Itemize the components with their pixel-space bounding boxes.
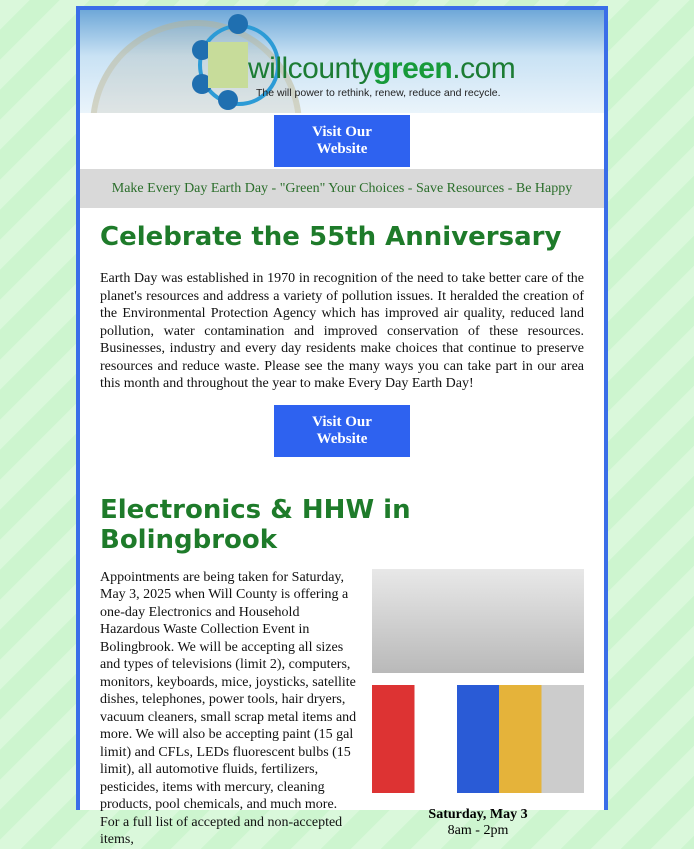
header-banner <box>80 10 604 113</box>
section-body: Earth Day was established in 1970 in recognition of the need to take better care of the planet's resources and address a variety of pollution issues. It heralded the creation of the Environmental Protection Agency which has improved air quality, reduced land pollution, water contamination and improved conservation of these resources. Businesses, industry and every day residents make choices that continue to preserve resources and reduce waste. Please see the many ways you can take part in our area this month and throughout the year to make Every Day Earth Day! <box>100 271 584 391</box>
event-time: 8am - 2pm <box>447 822 509 838</box>
section-title: Electronics & HHW in Bolingbrook <box>100 494 411 555</box>
tagline: The will power to rethink, renew, reduce and recycle. <box>256 87 501 99</box>
visit-website-button[interactable]: Visit Our Website <box>274 115 410 167</box>
sun-icon <box>228 14 248 34</box>
logo-text: willcountygreen.com <box>248 52 516 85</box>
hazardous-products-image <box>372 685 584 793</box>
section-body: Appointments are being taken for Saturday, May 3, 2025 when Will County is offering a one-day Electronics and Household Hazardous Waste Collection Event in Bolingbrook. We will be accepting all sizes and types of televisions (limit 2), computers, monitors, keyboards, mice, joysticks, satellite dishes, telephones, power tools, hair dryers, vacuum cleaners, small scrap metal items and more. We will also be accepting paint (15 gal limit) and CFLs, LEDs fluorescent bulbs (15 limit), all automotive fluids, fertilizers, pesticides, items with mercury, cleaning products, pool chemicals, and much more. For a full list of accepted and non-accepted items, <box>100 569 357 847</box>
electronics-image <box>372 569 584 673</box>
slogan-band: Make Every Day Earth Day - "Green" Your Choices - Save Resources - Be Happy <box>80 169 604 208</box>
visit-website-button[interactable]: Visit Our Website <box>274 405 410 457</box>
newsletter <box>76 6 608 847</box>
county-map-shape <box>208 42 248 88</box>
house-icon <box>218 90 238 110</box>
event-date: Saturday, May 3 <box>428 806 528 822</box>
section-title: Celebrate the 55th Anniversary <box>100 222 562 252</box>
